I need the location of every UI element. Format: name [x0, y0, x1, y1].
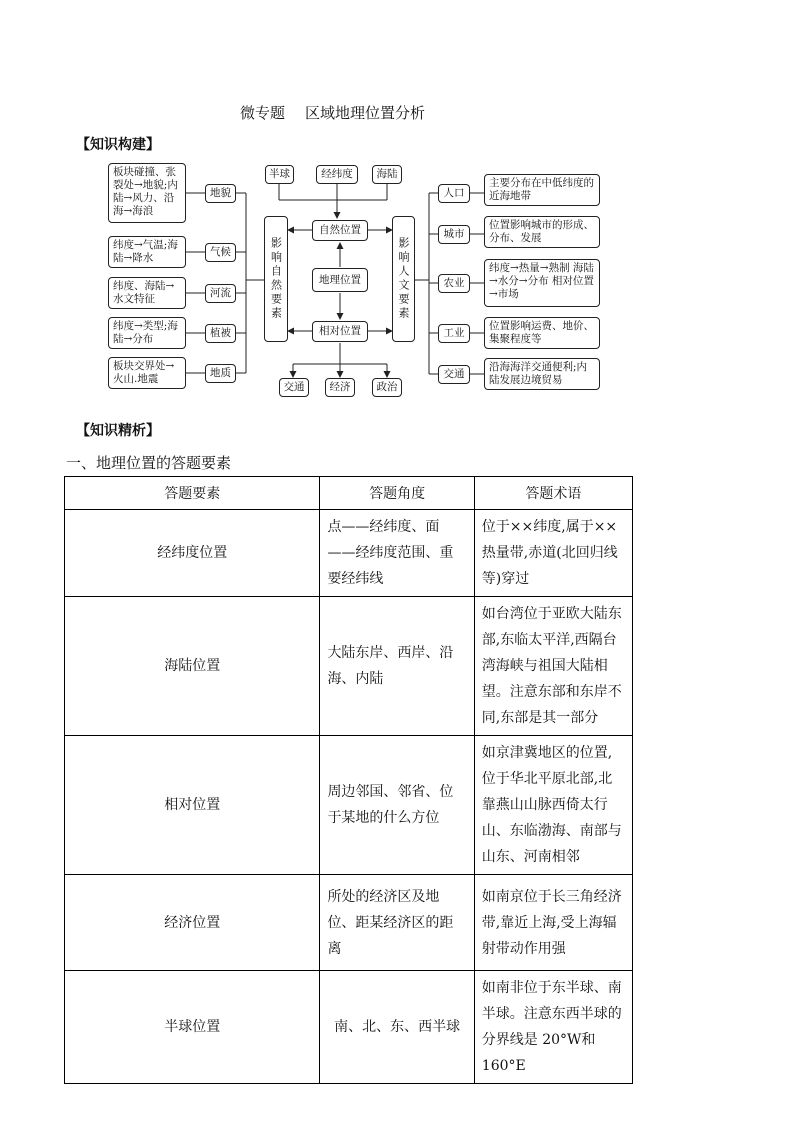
table-row [65, 875, 633, 971]
top-land-sea: 海陆 [372, 165, 402, 184]
center-natural-location: 自然位置 [312, 220, 368, 241]
table-header-row [65, 477, 633, 510]
factor-geology: 地质 [205, 364, 236, 383]
right-detail-city: 位置影响城市的形成、分布、发展 [484, 216, 600, 248]
bottom-politics: 政治 [372, 378, 402, 397]
table-cell: 如台湾位于亚欧大陆东部,东临太平洋,西隔台湾海峡与祖国大陆相望。注意东部和东岸不同,东部是其一部分 [474, 597, 632, 736]
top-lat-lon: 经纬度 [316, 165, 358, 184]
table-cell: 如南京位于长三角经济带,靠近上海,受上海辐射带动作用强 [474, 875, 632, 971]
answer-elements-table [64, 476, 633, 1084]
title-main: 区域地理位置分析 [305, 104, 426, 122]
table-row [65, 736, 633, 875]
table-header: 答题角度 [320, 477, 474, 510]
left-detail-landform: 板块碰撞、张裂处→地貌;内陆→风力、沿海→海浪 [108, 163, 186, 223]
table-cell: 相对位置 [65, 736, 320, 875]
factor-transport: 交通 [438, 365, 470, 384]
center-geo-location: 地理位置 [312, 268, 368, 292]
table-cell: 半球位置 [65, 971, 320, 1084]
section-heading-1: 一、地理位置的答题要素 [66, 454, 232, 472]
table-cell: 所处的经济区及地位、距某经济区的距离 [320, 875, 474, 971]
center-relative-location: 相对位置 [312, 321, 368, 342]
natural-elements-box: 影响自然要素 [264, 216, 288, 342]
left-detail-river: 纬度、海陆→水文特征 [108, 277, 186, 309]
section-knowledge-analysis: 【知识精析】 [76, 423, 160, 439]
right-detail-agriculture: 纬度→热量→熟制 海陆→水分→分布 相对位置→市场 [484, 259, 600, 307]
table-cell: 经济位置 [65, 875, 320, 971]
human-elements-box: 影响人文要素 [392, 216, 415, 342]
table-cell: 如京津冀地区的位置,位于华北平原北部,北靠燕山山脉西倚太行山、东临渤海、南部与山东、河南相邻 [474, 736, 632, 875]
table-cell: 海陆位置 [65, 597, 320, 736]
left-detail-geology: 板块交界处→火山.地震 [108, 357, 186, 389]
factor-vegetation: 植被 [205, 324, 236, 343]
table-header: 答题术语 [474, 477, 632, 510]
factor-population: 人口 [438, 184, 470, 203]
table-cell: 经纬度位置 [65, 510, 320, 597]
table-cell: 南、北、东、西半球 [320, 971, 474, 1084]
right-detail-transport: 沿海海洋交通便利;内陆发展边境贸易 [484, 358, 600, 390]
section-knowledge-build: 【知识构建】 [76, 137, 160, 153]
table-cell: 点——经纬度、面——经纬度范围、重要经纬线 [320, 510, 474, 597]
right-detail-industry: 位置影响运费、地价、集聚程度等 [484, 317, 600, 349]
table-header: 答题要素 [65, 477, 320, 510]
table-row [65, 510, 633, 597]
factor-city: 城市 [438, 225, 470, 244]
concept-diagram [0, 0, 794, 420]
table-row [65, 597, 633, 736]
factor-landform: 地貌 [205, 184, 236, 203]
factor-river: 河流 [205, 284, 236, 303]
factor-industry: 工业 [438, 324, 470, 343]
left-detail-vegetation: 纬度→类型;海陆→分布 [108, 317, 186, 349]
table-row [65, 971, 633, 1084]
left-detail-climate: 纬度→气温;海陆→降水 [108, 236, 186, 268]
title-prefix: 微专题 [240, 104, 286, 122]
bottom-transport: 交通 [279, 378, 309, 397]
table-cell: 周边邻国、邻省、位于某地的什么方位 [320, 736, 474, 875]
bottom-economy: 经济 [325, 378, 355, 397]
table-cell: 位于××纬度,属于××热量带,赤道(北回归线等)穿过 [474, 510, 632, 597]
factor-climate: 气候 [205, 243, 236, 262]
table-cell: 大陆东岸、西岸、沿海、内陆 [320, 597, 474, 736]
factor-agriculture: 农业 [438, 274, 470, 293]
table-cell: 如南非位于东半球、南半球。注意东西半球的分界线是 20°W和 160°E [474, 971, 632, 1084]
right-detail-population: 主要分布在中低纬度的近海地带 [484, 174, 600, 206]
top-hemisphere: 半球 [265, 165, 294, 184]
